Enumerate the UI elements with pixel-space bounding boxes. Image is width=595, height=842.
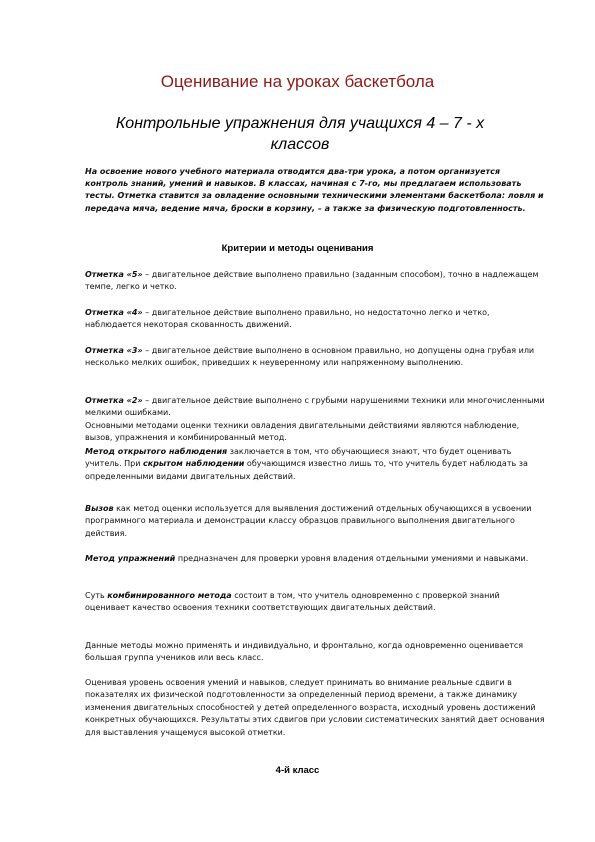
evaluation-paragraph: Оценивая уровень освоения умений и навыков, следует принимать во внимание реальные сдвиги в показателях их физической подготовленности за определенный период времени, а также динамику изменения двигательных способностей у детей определенного возраста, исходный уровень достижений конкретных обучающихся. Результаты этих сдвигов при условии систематических занятий дает основания для выставления учащемуся высокой отметки.: [85, 678, 545, 737]
open-observation-text: заключается в том, что обучающиеся знают, что будет оценивать учитель. При: [85, 447, 512, 469]
open-observation-label: Метод открытого наблюдения: [85, 447, 228, 456]
criteria-heading: Критерии и методы оценивания: [221, 243, 374, 254]
grade-5-label: Отметка «5»: [85, 270, 143, 279]
apply-methods-paragraph: Данные методы можно применять и индивидуально, и фронтально, когда одновременно оценивается большая группа учеников или весь класс.: [85, 641, 524, 663]
call-method-paragraph: [85, 503, 547, 540]
grade-4-class-heading: 4-й класс: [275, 765, 320, 776]
grade-4-label: Отметка «4»: [85, 308, 143, 317]
grade-3-label: Отметка «3»: [85, 346, 143, 355]
call-method-label: Вызов: [85, 504, 114, 513]
methods-intro: Основными методами оценки техники овладения двигательными действиями являются наблюдение, вызов, упражнения и комбинированный метод.: [85, 420, 520, 443]
grade-4-paragraph: [85, 307, 547, 332]
document-title: Оценивание на уроках баскетбола: [160, 72, 435, 91]
intro-paragraph: На освоение нового учебного материала отводится два-три урока, а потом организуется контроль знаний, умений и навыков. В классах, начиная с 7-го, мы предлагаем использовать тесты. Отметка ставится за овладение основными техническими элементами баскетбола: ловля и передача мяча, ведение мяча, броски в корзину, – а также за физическую подготовленность.: [85, 167, 544, 213]
open-observation-paragraph: [85, 446, 547, 483]
grade-4-text: – двигательное действие выполнено правильно, но недостаточно легко и четко, наблюдается некоторая скованность движений.: [85, 308, 490, 330]
exercise-method-label: Метод упражнений: [85, 554, 176, 563]
combined-method-text: состоит в том, что учитель одновременно с проверкой знаний оценивает качество освоения техники соответствующих двигательных действий.: [85, 591, 500, 613]
grade-2-label: Отметка «2»: [85, 396, 143, 405]
hidden-observation-label: скрытом наблюдении: [143, 459, 245, 469]
grade-5-text: – двигательное действие выполнено правильно (заданным способом), точно в надлежащем темпе, легко и четко.: [85, 270, 539, 292]
grade-5-paragraph: [85, 269, 547, 294]
exercise-method-text: предназначен для проверки уровня владения отдельными умениями и навыками.: [175, 554, 529, 563]
combined-method-prefix: Суть: [85, 591, 108, 600]
hidden-observation-text: обучающимся известно лишь то, что учитель будет наблюдать за определенными видами двигательных действий.: [85, 459, 528, 481]
grade-2-paragraph: [85, 395, 547, 445]
combined-method-paragraph: [85, 590, 547, 615]
document-subtitle: Контрольные упражнения для учащихся 4 – 7 - х классов: [115, 115, 485, 153]
grade-3-text: – двигательное действие выполнено в основном правильно, но допущены одна грубая или несколько мелких ошибок, приведших к неуверенному или напряженному выполнению.: [85, 346, 535, 368]
exercise-method-paragraph: [85, 553, 547, 565]
combined-method-label: комбинированного метода: [107, 591, 232, 600]
call-method-text: как метод оценки используется для выявления достижений отдельных обучающихся в усвоении программного материала и демонстрации классу образцов правильного выполнения двигательного действия.: [85, 504, 532, 538]
grade-2-text: – двигательное действие выполнено с грубыми нарушениями техники или многочисленными мелкими ошибками.: [85, 396, 545, 418]
grade-3-paragraph: [85, 345, 547, 370]
